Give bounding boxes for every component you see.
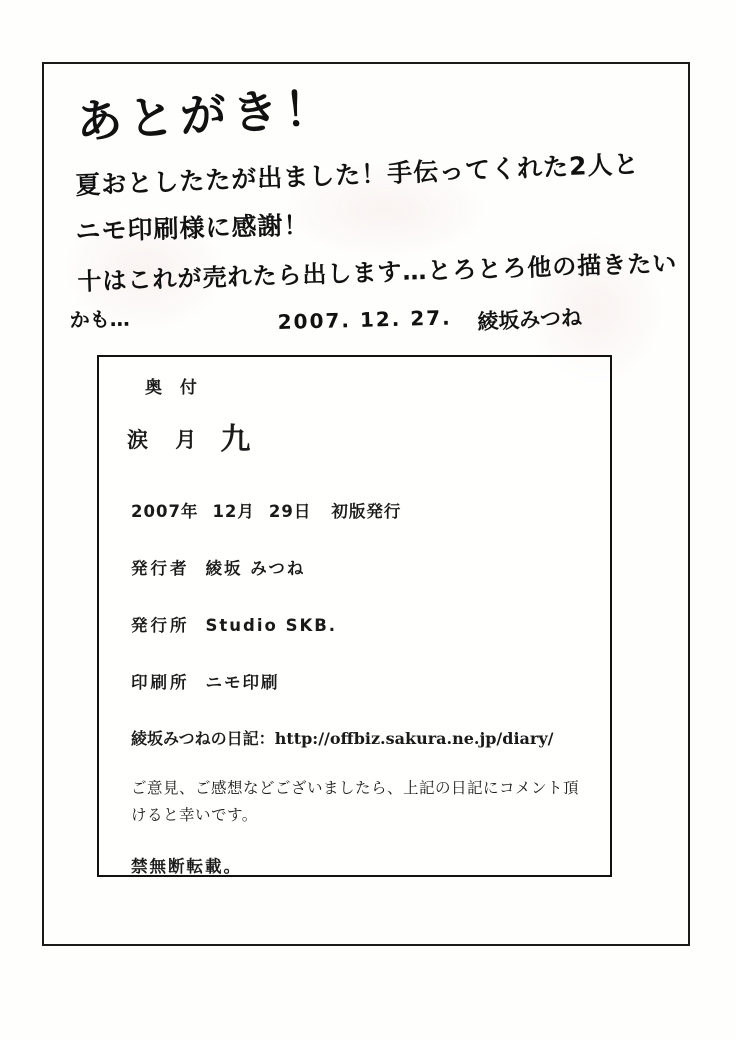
diary-url[interactable]: http://offbiz.sakura.ne.jp/diary/ xyxy=(274,729,554,748)
publication-day: 29日 xyxy=(268,502,312,521)
afterword-line-4: かも… xyxy=(69,306,130,333)
printer-value: ニモ印刷 xyxy=(205,673,280,692)
publication-date-row xyxy=(131,498,590,522)
printer-label: 印刷所 xyxy=(131,673,190,692)
publication-year: 2007年 xyxy=(131,502,199,521)
no-reprint-notice: 禁無断転載。 xyxy=(131,857,242,877)
publisher-org-value: Studio SKB. xyxy=(205,616,338,635)
printer-row xyxy=(131,669,590,693)
diary-label: 綾坂みつねの日記： xyxy=(131,729,275,748)
volume-number: 九 xyxy=(220,422,251,457)
afterword-line-1: 夏おとしたたが出ました！手伝ってくれた2人と xyxy=(74,149,640,201)
publisher-org-label: 発行所 xyxy=(131,616,190,635)
publication-edition: 初版発行 xyxy=(331,502,402,521)
diary-row xyxy=(131,726,590,749)
publisher-org-row xyxy=(131,612,590,636)
afterword-line-2: ニモ印刷様に感謝！ xyxy=(75,210,310,247)
publication-month: 12月 xyxy=(212,502,255,521)
colophon-heading: 奥 付 xyxy=(145,378,203,398)
afterword-line-3: 十はこれが売れたら出します…とろとろ他の描きたい xyxy=(77,249,678,297)
feedback-note: ご意見、ご感想などございましたら、上記の日記にコメント頂けると幸いです。 xyxy=(131,779,580,825)
publisher-person-row xyxy=(131,555,590,579)
afterword-signature: 綾坂みつね xyxy=(476,305,583,335)
afterword-title: あとがき！ xyxy=(74,80,338,150)
colophon-title-row xyxy=(127,410,590,457)
work-title: 涙 月 xyxy=(127,428,207,452)
colophon-meta xyxy=(131,498,590,877)
colophon-box xyxy=(97,355,612,877)
publisher-person-label: 発行者 xyxy=(131,559,190,578)
handwritten-afterword xyxy=(60,70,680,350)
afterword-date: 2007. 12. 27. xyxy=(277,305,452,334)
publisher-person-value: 綾坂 みつね xyxy=(205,559,306,578)
